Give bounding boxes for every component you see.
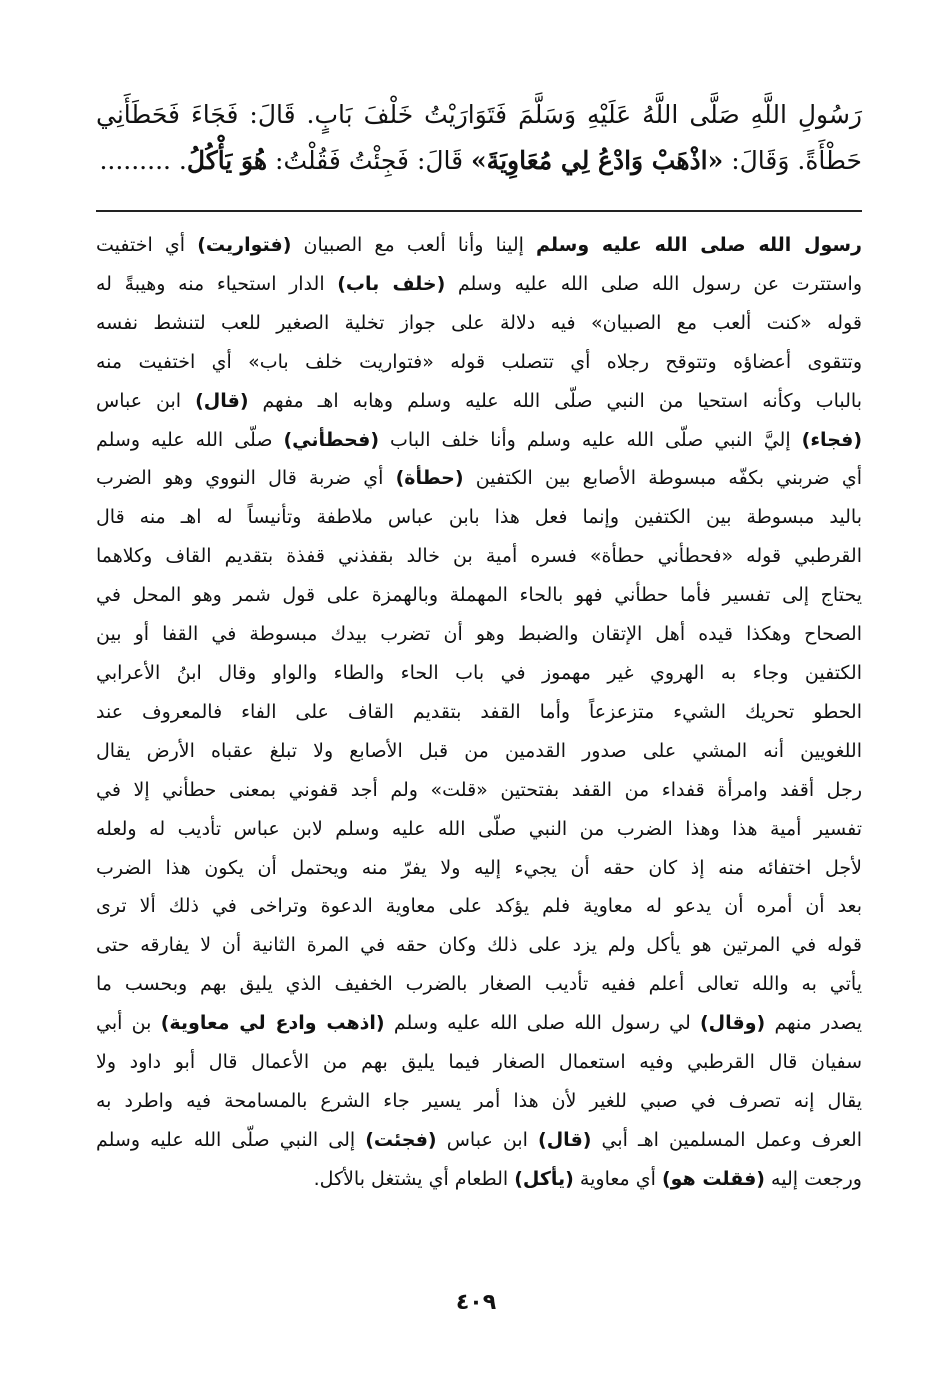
page-number: ٤٠٩ [455,1290,497,1315]
text-run: يقال إنه تصرف في صبي للغير لأن هذا أمر يسير جاء الشرع بالمسامحة فيه واطرد به [96,1089,862,1112]
bold-phrase: (فتواريت) [197,234,292,256]
text-run: إليَّ النبي صلّى الله عليه وسلم وأنا خلف الباب [379,428,802,451]
commentary-line [96,1121,862,1160]
commentary-line [96,537,862,576]
text-run: الحطو تحريك الشيء متزعزعاً وأما القفد بتقديم القاف على الفاء فالمعروف عند [96,700,862,723]
text-run: لي رسول الله صلى الله عليه وسلم [384,1012,700,1035]
bold-phrase: (وقال) [700,1012,766,1035]
commentary-line [96,654,862,693]
text-run: يصدر منهم [765,1012,863,1035]
commentary-line [96,1043,862,1082]
commentary-line [96,1160,862,1199]
hadith-line-2 [96,138,862,184]
text-run: واستترت عن رسول الله صلى الله عليه وسلم [445,272,862,295]
commentary-line [96,576,862,615]
hadith-line-1-text: رَسُولِ اللَّهِ صَلَّى اللَّهُ عَلَيْهِ وَسَلَّمَ فَتَوَارَيْتُ خَلْفَ بَابٍ. قَالَ: فَجَاءَ فَحَطَأَنِي [96,100,862,129]
bold-phrase: (فقلت هو) [661,1167,765,1190]
text-run: ابن عباس [96,389,196,412]
commentary-line [96,1082,862,1121]
hadith-text [96,92,862,184]
bold-phrase: (قال) [538,1128,592,1151]
text-run: لأجل اختفائه منه إذ كان حقه أن يجيء إليه ولا يفرّ منه ويحتمل أن يكون هذا الضرب [96,856,862,879]
bold-phrase: (يأكل) [514,1167,574,1190]
text-run: الصحاح وهكذا قيده أهل الإتقان والضبط وهو أن تضرب بيدك مبسوطة في القفا أو بين [96,623,862,646]
footnote-separator [96,210,862,212]
text-run: باليد مبسوطة بين الكتفين وإنما فعل هذا بابن عباس ملاطفة وتأنيساً له اهـ منه قال [96,506,862,529]
commentary-line [96,887,862,926]
text-run: سفيان قال القرطبي وفيه استعمال الصغار فيما يليق بهم من الأعمال قال أبو داود ولا [96,1051,862,1074]
commentary-line [96,926,862,965]
commentary-line [96,498,862,537]
commentary [96,226,862,1199]
commentary-line [96,693,862,732]
commentary-line [96,343,862,382]
hadith-line-2-text: حَطْأَةً. وَقَالَ: [723,146,862,175]
hadith-line-2-mid: قَالَ: فَجِئْتُ فَقُلْتُ: [267,146,472,175]
commentary-line [96,421,862,460]
text-run: رجل أقفد وامرأة قفداء من القفد بفتحتين «قلت» ولم أجد قفوني بمعنى حطأني إلا في [96,778,862,801]
text-run: أي معاوية [573,1167,662,1190]
bold-phrase: (فجئت) [365,1128,437,1151]
commentary-line [96,265,862,304]
commentary-line [96,459,862,498]
commentary-line [96,382,862,421]
text-run: قوله «كنت ألعب مع الصبيان» فيه دلالة على جواز تخلية الصغير للعب لتنشط نفسه [96,311,862,334]
text-run: ورجعت إليه [765,1167,862,1190]
bold-phrase: (اذهب وادع لي معاوية) [160,1012,385,1035]
text-run: بالباب وكأنه استحيا من النبي صلّى الله عليه وسلم وهابه اهـ مفهم [248,389,862,412]
bold-phrase: (خلف باب) [337,272,446,295]
hadith-quote: «اذْهَبْ وَادْعُ لِي مُعَاوِيَةَ» [471,146,724,175]
commentary-line [96,304,862,343]
text-run: قوله في المرتين هو يأكل ولم يزد على ذلك وكان حقه في المرة الثانية أن لا يفارقه حتى [96,934,862,957]
text-run: ابن عباس [436,1128,539,1151]
commentary-line [96,965,862,1004]
text-run: تفسير أمية هذا وهذا الضرب من النبي صلّى الله عليه وسلم لابن عباس تأديب له ولعله [96,817,862,840]
bold-phrase: (فحطأني) [283,428,380,451]
text-run: صلّى الله عليه وسلم [96,428,284,451]
text-run: وتتقوى أعضاؤه وتتوقح رجلاه أي تتصلب قوله «فتواريت خلف باب» أي اختفيت منه [96,350,862,373]
bold-phrase: رسول الله صلى الله عليه وسلم [536,234,862,256]
hadith-line-1 [96,92,862,138]
text-run: أي اختفيت [96,234,198,256]
bold-phrase: (فجاء) [801,428,863,451]
text-run: العرف وعمل المسلمين اهـ أبي [591,1128,862,1151]
text-run: أي ضربة قال النووي وهو الضرب [96,467,396,490]
text-run: يحتاج إلى تفسير فأما حطأني فهو بالحاء المهملة وبالهمزة على قول شمر وهو المحل في [96,584,862,607]
bold-phrase: (قال) [195,389,249,412]
text-run: بن أبي [96,1012,161,1035]
bold-phrase: (حطأة) [395,467,464,490]
hadith-ellipsis: . ......... [99,146,187,175]
text-run: إلينا وأنا ألعب مع الصبيان [291,234,537,256]
text-run: إلى النبي صلّى الله عليه وسلم [96,1128,366,1151]
commentary-line [96,1004,862,1043]
text-run: الكتفين وجاء به الهروي غير مهموز في باب الحاء والطاء والواو وقال ابنُ الأعرابي [96,661,862,684]
commentary-line [96,771,862,810]
text-run: اللغويين أنه المشي على صدور القدمين من قبل الأصابع ولا تبلغ عقباه الأرض يقال [96,739,862,762]
text-run: القرطبي قوله «فحطأني حطأة» فسره أمية بن خالد بقفذني قفذة بتقديم القاف وكلاهما [96,545,862,568]
commentary-line [96,810,862,849]
commentary-line [96,615,862,654]
hadith-emphasis: هُوَ يَأْكُلُ [186,146,268,175]
commentary-line [96,732,862,771]
text-run: الطعام أي يشتغل بالأكل. [313,1167,515,1190]
commentary-line [96,226,862,265]
commentary-line [96,849,862,888]
text-run: يأتي به والله تعالى أعلم ففيه تأديب الصغار بالضرب الخفيف الذي يليق بهم وبحسب ما [96,973,862,996]
text-run: الدار استحياء منه وهيبةً له [96,272,338,295]
text-run: أي ضربني بكفّه مبسوطة الأصابع بين الكتفين [463,467,862,490]
text-run: بعد أن أمره أن يدعو له معاوية فلم يؤكد على معاوية الدعوة وتراخى في ذلك ألا ترى [96,895,862,918]
